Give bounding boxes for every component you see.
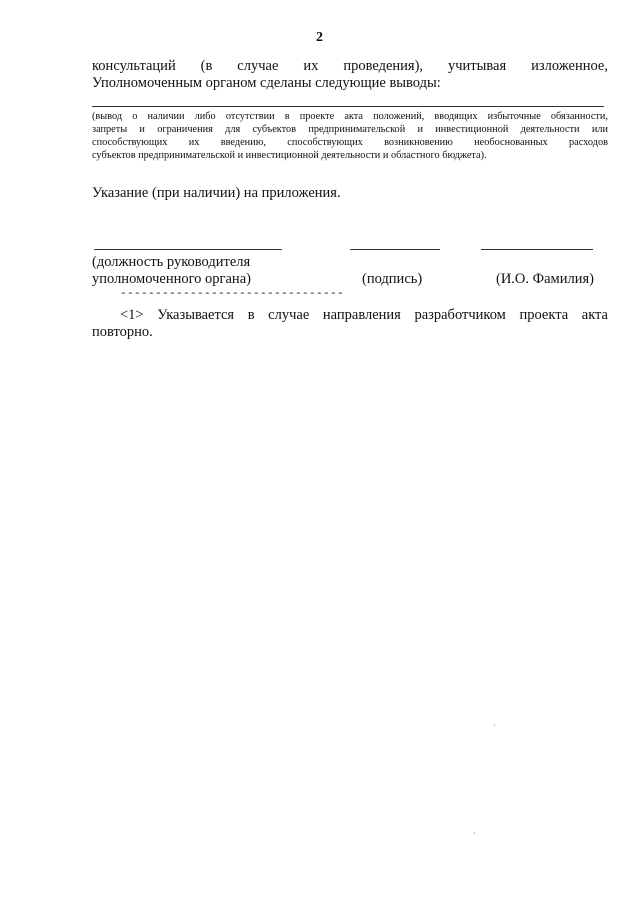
- word: случае: [237, 58, 279, 74]
- scan-speck: [494, 724, 495, 726]
- name-label: (И.О. Фамилия): [496, 271, 594, 287]
- signature-label: (подпись): [362, 271, 423, 287]
- attachments-paragraph: [92, 185, 608, 202]
- position-signature-line: [94, 249, 282, 250]
- conclusions-paragraph: [92, 58, 608, 92]
- word: изложенное,: [531, 58, 608, 74]
- footnote-separator: --------------------------------: [120, 288, 345, 300]
- footnote-line-2: повторно.: [92, 324, 153, 340]
- word: консультаций: [92, 58, 176, 74]
- word: проведения),: [343, 58, 424, 74]
- conclusion-note-line: субъектов предпринимательской и инвестиционной деятельности и областного бюджета).: [92, 150, 487, 161]
- conclusion-note-line: способствующих их введению, способствующих возникновению необоснованных расходов: [92, 137, 608, 148]
- scan-speck: [474, 832, 475, 834]
- name-signature-line: [481, 249, 593, 250]
- word: (в: [200, 58, 213, 74]
- footnote: [92, 307, 608, 341]
- conclusion-note-line: (вывод о наличии либо отсутствии в проекте акта положений, вводящих избыточные обязанности,: [92, 111, 608, 122]
- signature-line: [350, 249, 440, 250]
- conclusion-fill-line: [92, 106, 604, 107]
- position-label-line-1: (должность руководителя: [92, 254, 251, 270]
- attachments-text: Указание (при наличии) на приложения.: [92, 185, 341, 201]
- conclusions-line-2: Уполномоченным органом сделаны следующие выводы:: [92, 75, 441, 91]
- word: их: [303, 58, 319, 74]
- conclusion-note: [92, 110, 608, 162]
- conclusions-line-1: [92, 58, 608, 75]
- conclusion-note-line: запреты и ограничения для субъектов предпринимательской и инвестиционной деятельности или: [92, 124, 608, 135]
- word: учитывая: [448, 58, 507, 74]
- footnote-line-1: <1> Указывается в случае направления разработчиком проекта акта: [120, 307, 608, 323]
- page-number: 2: [316, 30, 323, 45]
- position-label-line-2: уполномоченного органа): [92, 271, 251, 287]
